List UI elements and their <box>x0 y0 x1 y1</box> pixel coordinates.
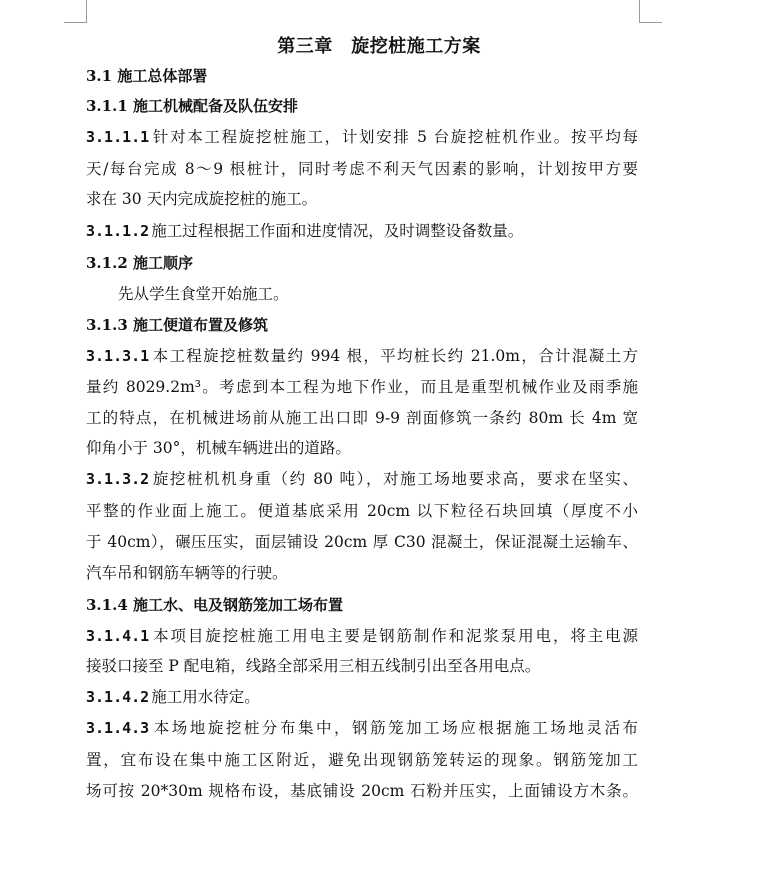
clause-number: 3.1.4.1 <box>86 627 150 645</box>
paragraph-text: 本工程旋挖桩数量约 994 根，平均桩长约 21.0m，合计混凝土方 <box>151 347 638 365</box>
paragraph-line <box>86 377 638 397</box>
paragraph-text: 于 40cm），碾压压实，面层铺设 20cm 厚 C30 混凝土，保证混凝土运输车、 <box>86 533 638 551</box>
paragraph-text: 汽车吊和钢筋车辆等的行驶。 <box>86 564 288 582</box>
paragraph-text: 场可按 20*30m 规格布设，基底铺设 20cm 石粉并压实，上面铺设方木条。 <box>86 782 638 800</box>
clause-number: 3.1.3.2 <box>86 470 150 488</box>
paragraph-text: 旋挖桩机机身重（约 80 吨），对施工场地要求高，要求在坚实、 <box>151 470 638 488</box>
paragraph-line <box>86 501 638 521</box>
paragraph-text: 施工用水待定。 <box>151 688 260 706</box>
heading-text: 3.1.1 施工机械配备及队伍安排 <box>86 97 298 115</box>
section-heading <box>86 96 298 116</box>
clause-number: 3.1.4.3 <box>86 719 150 737</box>
paragraph-text: 施工过程根据工作面和进度情况，及时调整设备数量。 <box>151 222 524 240</box>
numbered-paragraph-line <box>86 469 638 489</box>
numbered-paragraph-line <box>86 718 638 738</box>
paragraph-text: 针对本工程旋挖桩施工，计划安排 5 台旋挖桩机作业。按平均每 <box>151 128 638 146</box>
section-heading <box>86 253 193 273</box>
section-heading <box>86 66 207 86</box>
paragraph-line <box>86 159 638 179</box>
paragraph-line <box>86 656 540 676</box>
clause-number: 3.1.1.1 <box>86 128 150 146</box>
heading-text: 3.1.4 施工水、电及钢筋笼加工场布置 <box>86 596 343 614</box>
clause-number: 3.1.4.2 <box>86 688 150 706</box>
paragraph-text: 仰角小于 30°，机械车辆进出的道路。 <box>86 439 351 457</box>
numbered-paragraph-line <box>86 221 523 241</box>
paragraph-text: 先从学生食堂开始施工。 <box>118 285 289 303</box>
section-heading <box>86 315 268 335</box>
paragraph-text: 量约 8029.2m³。考虑到本工程为地下作业，而且是重型机械作业及雨季施 <box>86 378 638 396</box>
numbered-paragraph-line <box>86 127 638 147</box>
heading-text: 3.1.3 施工便道布置及修筑 <box>86 316 268 334</box>
paragraph-text: 本场地旋挖桩分布集中，钢筋笼加工场应根据施工场地灵活布 <box>151 719 638 737</box>
paragraph-text: 本项目旋挖桩施工用电主要是钢筋制作和泥浆泵用电，将主电源 <box>151 627 638 645</box>
paragraph-line <box>86 563 288 583</box>
paragraph-line <box>86 750 638 770</box>
paragraph-line <box>118 284 289 304</box>
paragraph-text: 工的特点，在机械进场前从施工出口即 9-9 剖面修筑一条约 80m 长 4m 宽 <box>86 409 638 427</box>
margin-corner-mark <box>639 0 662 23</box>
paragraph-line <box>86 532 638 552</box>
margin-corner-mark <box>64 0 87 23</box>
clause-number: 3.1.3.1 <box>86 347 150 365</box>
heading-text: 3.1.2 施工顺序 <box>86 254 193 272</box>
chapter-title: 第三章 旋挖桩施工方案 <box>277 36 481 57</box>
numbered-paragraph-line <box>86 346 638 366</box>
paragraph-line <box>86 438 351 458</box>
paragraph-text: 置，宜布设在集中施工区附近，避免出现钢筋笼转运的现象。钢筋笼加工 <box>86 751 638 769</box>
paragraph-line <box>86 189 317 209</box>
paragraph-text: 天/每台完成 8～9 根桩计，同时考虑不利天气因素的影响，计划按甲方要 <box>86 160 638 178</box>
paragraph-text: 平整的作业面上施工。便道基底采用 20cm 以下粒径石块回填（厚度不小 <box>86 502 638 520</box>
numbered-paragraph-line <box>86 626 638 646</box>
paragraph-text: 求在 30 天内完成旋挖桩的施工。 <box>86 190 318 208</box>
clause-number: 3.1.1.2 <box>86 222 150 240</box>
paragraph-text: 接驳口接至 P 配电箱，线路全部采用三相五线制引出至各用电点。 <box>86 657 541 675</box>
section-heading <box>86 595 343 615</box>
paragraph-line <box>86 408 638 428</box>
heading-text: 3.1 施工总体部署 <box>86 67 208 85</box>
paragraph-line <box>86 781 638 801</box>
numbered-paragraph-line <box>86 687 260 707</box>
